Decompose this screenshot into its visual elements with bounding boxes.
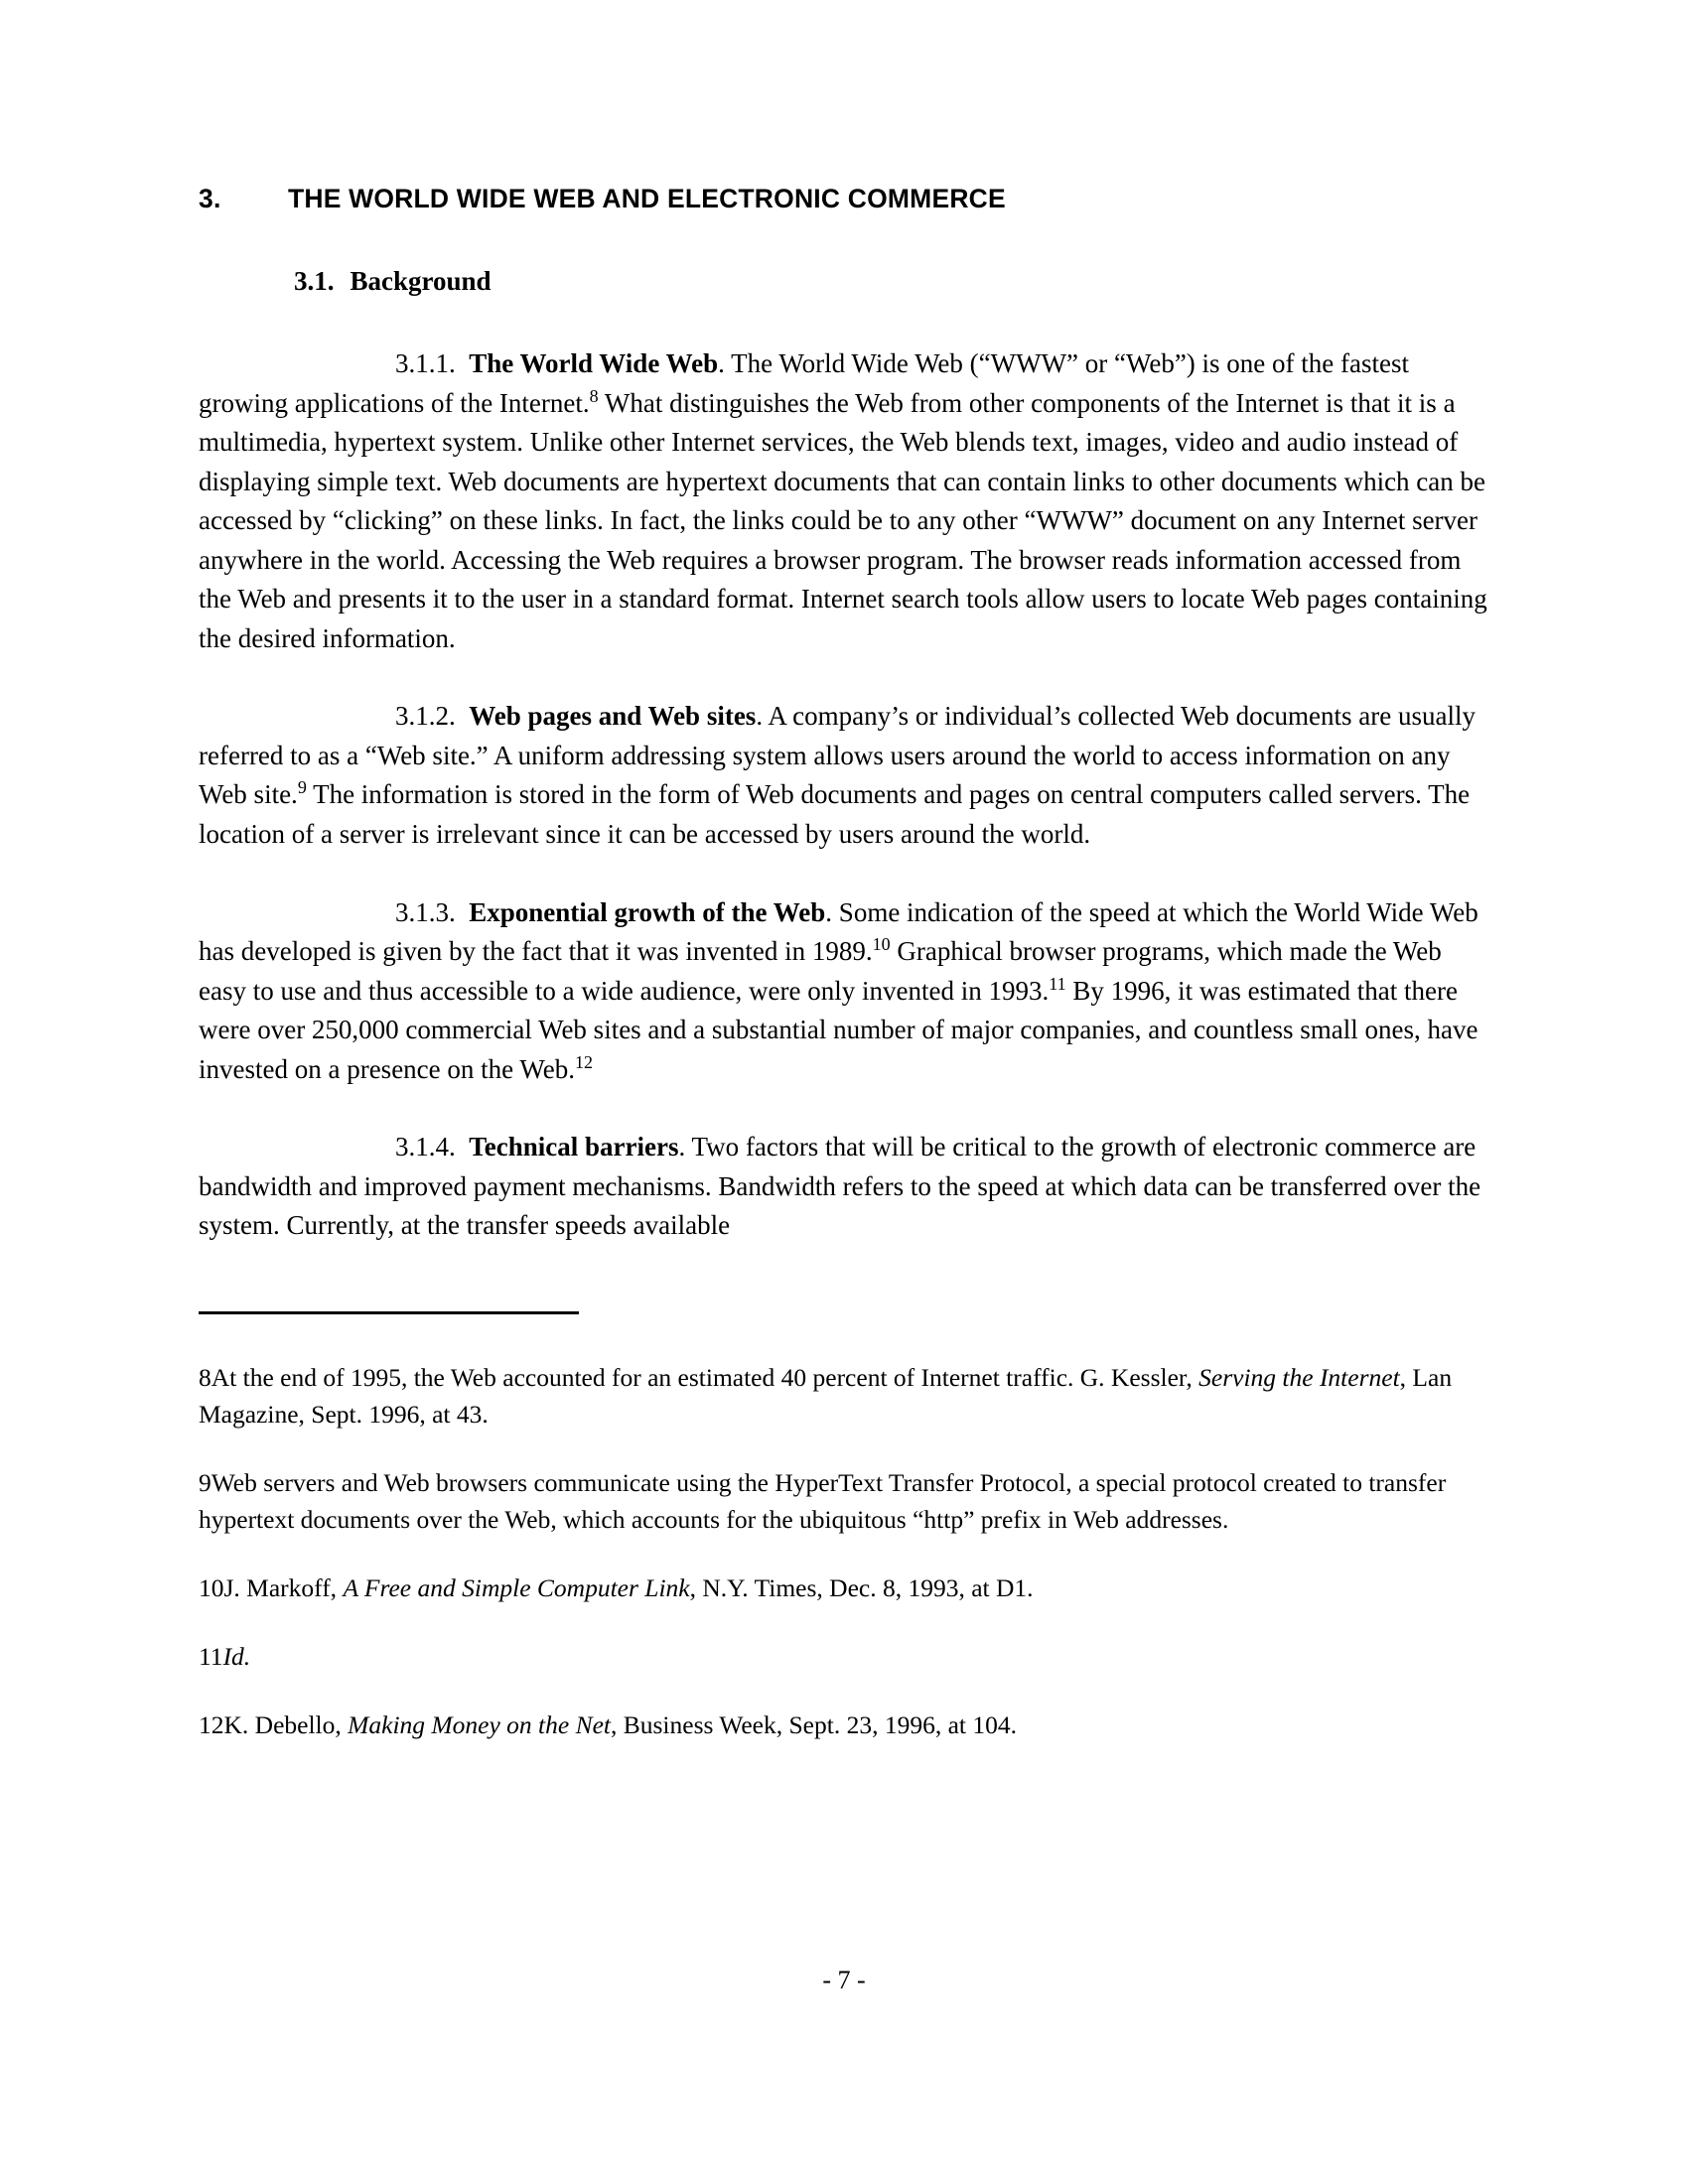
footnote-12 xyxy=(199,1707,1493,1744)
footnote-ref-12: 12 xyxy=(574,1051,593,1072)
paragraph-number: 3.1.4. xyxy=(395,1132,456,1162)
subsection-heading xyxy=(294,266,1493,297)
paragraph-number: 3.1.3. xyxy=(395,896,456,927)
footnote-ref-11: 11 xyxy=(1049,973,1066,994)
footnote-9 xyxy=(199,1465,1493,1539)
footnote-italic: Serving the Internet xyxy=(1198,1362,1400,1392)
paragraph-3-1-1 xyxy=(199,344,1493,658)
footnote-text-after: , N.Y. Times, Dec. 8, 1993, at D1. xyxy=(689,1572,1034,1602)
paragraph-text-2: Graphical browser programs, which made the Web easy to use and thus accessible to a wide audience, were only invented in 1993. xyxy=(199,936,1442,1006)
paragraph-lead: The World Wide Web xyxy=(469,348,719,378)
footnote-ref-10: 10 xyxy=(872,934,891,955)
paragraph-lead: Web pages and Web sites xyxy=(469,701,757,732)
footnote-text-after: , Business Week, Sept. 23, 1996, at 104. xyxy=(610,1709,1017,1739)
footnote-marker: 11 xyxy=(199,1641,223,1671)
paragraph-3-1-3 xyxy=(199,893,1493,1090)
footnote-italic: Id. xyxy=(222,1641,251,1671)
page-number: - 7 - xyxy=(822,1966,866,1994)
paragraph-lead: Exponential growth of the Web xyxy=(469,896,826,927)
footnote-text-after: , Lan Magazine, Sept. 1996, at 43. xyxy=(199,1362,1453,1429)
footnote-11 xyxy=(199,1639,1493,1676)
footnote-text-before: Web servers and Web browsers communicate using the HyperText Transfer Protocol, a special protocol created to transfer hypertext documents over the Web, which accounts for the ubiquitous “http” prefix in Web addresses. xyxy=(199,1467,1447,1534)
paragraph-text-1: . A company’s or individual’s collected Web documents are usually referred to as a “Web site.” A uniform addressing system allows users around the world to access information on any Web site. xyxy=(199,701,1477,810)
paragraph-text-1: . Some indication of the speed at which the World Wide Web has developed is given by the fact that it was invented in 1989. xyxy=(199,896,1478,967)
paragraph-text-2: The information is stored in the form of Web documents and pages on central computers called servers. The location of a server is irrelevant since it can be accessed by users around the world. xyxy=(199,779,1471,850)
section-heading xyxy=(199,184,1493,214)
footnote-italic: Making Money on the Net xyxy=(348,1709,611,1739)
paragraph-3-1-2 xyxy=(199,697,1493,854)
footnote-marker: 8 xyxy=(199,1362,211,1392)
footnote-8 xyxy=(199,1360,1493,1433)
footnote-text-before: At the end of 1995, the Web accounted for an estimated 40 percent of Internet traffic. G. Kessler, xyxy=(211,1362,1199,1392)
paragraph-lead: Technical barriers xyxy=(469,1132,679,1162)
section-number: 3. xyxy=(199,184,221,213)
footnote-ref-9: 9 xyxy=(297,777,307,798)
paragraph-text-1: . Two factors that will be critical to the growth of electronic commerce are bandwidth and improved payment mechanisms. Bandwidth refers to the speed at which data can be transferred over the system. Currently, at the transfer speeds available xyxy=(199,1132,1481,1241)
paragraph-number: 3.1.1. xyxy=(395,348,456,378)
subsection-number: 3.1. xyxy=(294,266,335,296)
footnote-italic: A Free and Simple Computer Link xyxy=(343,1572,690,1602)
paragraph-text-2: What distinguishes the Web from other components of the Internet is that it is a multimedia, hypertext system. Unlike other Internet services, the Web blends text, images, video and audio instead of displaying simple text. Web documents are hypertext documents that can contain links to other documents which can be accessed by “clicking” on these links. In fact, the links could be to any other “WWW” document on any Internet server anywhere in the world. Accessing the Web requires a browser program. The browser reads information accessed from the Web and presents it to the user in a standard format. Internet search tools allow users to locate Web pages containing the desired information. xyxy=(199,387,1487,653)
footnote-marker: 10 xyxy=(199,1572,224,1602)
footnote-separator-rule xyxy=(199,1311,579,1314)
paragraph-text-3: By 1996, it was estimated that there were over 250,000 commercial Web sites and a substantial number of major companies, and countless small ones, have invested on a presence on the Web. xyxy=(199,975,1478,1084)
footnote-10 xyxy=(199,1570,1493,1607)
footnote-ref-8: 8 xyxy=(589,385,599,406)
section-title: THE WORLD WIDE WEB AND ELECTRONIC COMMERCE xyxy=(288,184,1006,213)
footnote-text-before: K. Debello, xyxy=(223,1709,349,1739)
paragraph-3-1-4 xyxy=(199,1128,1493,1246)
footnote-marker: 9 xyxy=(199,1467,211,1497)
footnote-marker: 12 xyxy=(199,1709,224,1739)
paragraph-text-1: . The World Wide Web (“WWW” or “Web”) is one of the fastest growing applications of the Internet. xyxy=(199,348,1409,418)
footnote-text-before: J. Markoff, xyxy=(223,1572,344,1602)
subsection-title: Background xyxy=(350,266,492,296)
paragraph-number: 3.1.2. xyxy=(395,701,456,732)
